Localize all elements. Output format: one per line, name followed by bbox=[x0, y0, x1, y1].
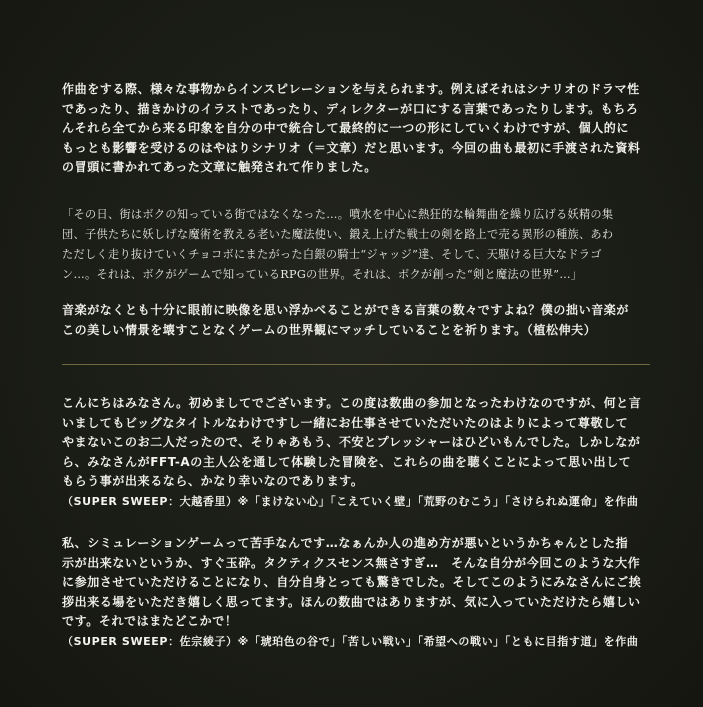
text-line: もっとも影響を受けるのはやはりシナリオ（＝文章）だと思います。今回の曲も最初に手渡された資料 bbox=[62, 140, 641, 155]
text-line: 示が出来ないというか、すぐ玉砕。タクティクスセンス無さすぎ… そんな自分が今回このような大作 bbox=[62, 555, 641, 570]
guest-comment-paragraph-1 bbox=[62, 394, 652, 511]
composer-credit: （SUPER SWEEP：大越香里）※「まけない心」「こえていく壁」「荒野のむこう」「さけられぬ運命」を作曲 bbox=[62, 494, 639, 508]
text-line: 私、シミュレーションゲームって苦手なんです…なぁんか人の進め方が悪いというかちゃんとした指 bbox=[62, 536, 629, 550]
text-line: この美しい情景を壊すことなくゲームの世界観にマッチしていることを祈ります。（植松伸夫） bbox=[62, 322, 597, 337]
quote-line: ン…。それは、ボクがゲームで知っているRPGの世界。それは、ボクが創った“剣と魔法の世界”…」 bbox=[62, 268, 583, 281]
text-line: もらう事が出来るなら、かなり幸いなのであります。 bbox=[62, 474, 364, 488]
quote-line: 「その日、街はボクの知っている街ではなくなった…。噴水を中心に熱狂的な輪舞曲を繰り広げる妖精の集 bbox=[62, 208, 614, 221]
quote-line: ただしく走り抜けていくチョコボにまたがった白銀の騎士“ジャッジ”達、そして、天駆ける巨大なドラゴ bbox=[62, 248, 602, 261]
section-divider bbox=[62, 364, 650, 365]
text-line: んそれら全てから来る印象を自分の中で統合して最終的に一つの形にしていくわけですが、個人的に bbox=[62, 121, 630, 135]
text-line: に参加させていただけることになり、自分自身とっても驚きでした。そしてこのようにみなさんにご挨 bbox=[62, 575, 642, 589]
text-line: 作曲をする際、様々な事物からインスピレーションを与えられます。例えばそれはシナリオのドラマ性 bbox=[62, 82, 640, 96]
text-line: 拶出来る場をいただき嬉しく思ってます。ほんの数曲ではありますが、気に入っていただけたら嬉しい bbox=[62, 594, 641, 609]
text-line: の冒頭に書かれてあった文章に触発されて作りました。 bbox=[62, 160, 377, 174]
composer-credit: （SUPER SWEEP：佐宗綾子）※「琥珀色の谷で」「苦しい戦い」「希望への戦い」「ともに目指す道」を作曲 bbox=[62, 634, 639, 648]
text-line: です。それではまたどこかで！ bbox=[62, 614, 238, 628]
text-line: こんにちはみなさん。初めましてでございます。この度は数曲の参加となったわけなのですが、何と言 bbox=[62, 396, 642, 410]
text-line: いましてもビッグなタイトルなわけですし一緒にお仕事させていただいたのはよりによって尊敬して bbox=[62, 415, 629, 430]
text-line: ら、みなさんがFFT-Aの主人公を通して体験した冒険を、これらの曲を聴くことによって思い出して bbox=[62, 454, 632, 469]
scenario-quote-paragraph bbox=[62, 205, 652, 285]
text-line: やまないこのお二人だったので、そりゃあもう、不安とプレッシャーはひどいもんでした。しかしなが bbox=[62, 435, 641, 449]
text-line: 音楽がなくとも十分に眼前に映像を思い浮かべることができる言葉の数々ですよね？僕の拙い音楽が bbox=[62, 303, 630, 317]
text-line: であったり、描きかけのイラストであったり、ディレクターが口にする言葉であったりします。もちろ bbox=[62, 101, 639, 116]
composer-closing-paragraph bbox=[62, 301, 652, 340]
quote-line: 団、子供たちに妖しげな魔術を教える老いた魔法使い、鍛え上げた戦士の剣を路上で売る異形の種族、あわ bbox=[62, 228, 614, 241]
guest-comment-paragraph-2 bbox=[62, 534, 652, 651]
composer-comment-paragraph bbox=[62, 80, 652, 178]
